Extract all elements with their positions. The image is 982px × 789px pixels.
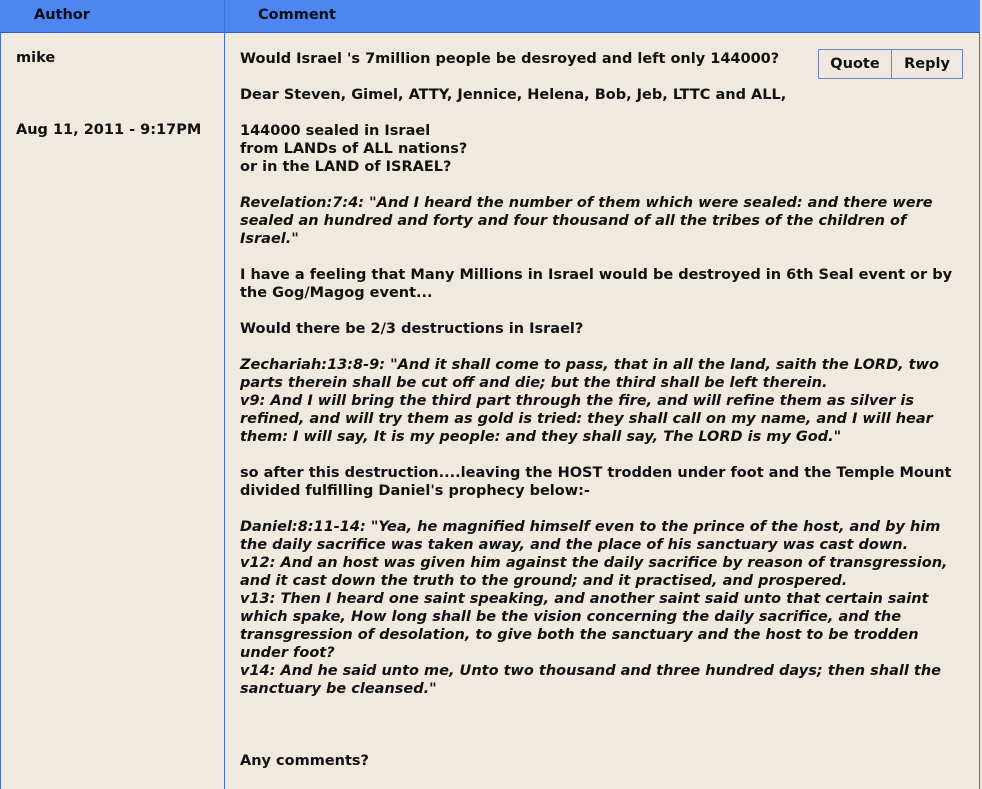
reply-button[interactable]: Reply <box>892 49 963 79</box>
table-header <box>0 0 980 33</box>
post-title: Would Israel 's 7million people be desroyed and left only 144000? <box>240 51 780 67</box>
comment-paragraph: so after this destruction....leaving the HOST trodden under foot and the Temple Mount divided fulfilling Daniel's prophecy below:- <box>240 465 952 499</box>
comment-paragraph: 144000 sealed in Israel from LANDs of ALL nations? or in the LAND of ISRAEL? <box>240 123 468 175</box>
comment-paragraph: Dear Steven, Gimel, ATTY, Jennice, Helena, Bob, Jeb, LTTC and ALL, <box>240 87 787 103</box>
comment-paragraph: I have a feeling that Many Millions in Israel would be destroyed in 6th Seal event or by the Gog/Magog event... <box>240 267 953 301</box>
post-date: Aug 11, 2011 - 9:17PM <box>16 122 202 138</box>
author-column-header: Author <box>34 7 90 23</box>
comment-paragraph: Would there be 2/3 destructions in Israel? <box>240 321 584 337</box>
column-divider <box>224 0 225 789</box>
comment-cell <box>240 50 968 769</box>
closing-line: Any comments? <box>240 753 369 769</box>
scripture-quote: Daniel:8:11-14: "Yea, he magnified himself even to the prince of the host, and by him the daily sacrifice was taken away, and the place of his sanctuary was cast down. v12: And an host was given him against the daily sacrifice by reason of transgression, and it cast down the truth to the ground; and it practised, and prospered. v13: Then I heard one saint speaking, and another saint said unto that certain saint which spake, How long shall be the vision concerning the daily sacrifice, and the transgression of desolation, to give both the sanctuary and the host to be trodden under foot? v14: And he said unto me, Unto two thousand and three hundred days; then shall the sanctuary be cleansed." <box>240 519 948 697</box>
comment-column-header: Comment <box>258 7 336 23</box>
scripture-quote: Zechariah:13:8-9: "And it shall come to pass, that in all the land, saith the LORD, two parts therein shall be cut off and die; but the third shall be left therein. v9: And I will bring the third part through the fire, and will refine them as silver is refined, and will try them as gold is tried: they shall call on my name, and I will hear them: I will say, It is my people: and they shall say, The LORD is my God." <box>240 357 939 445</box>
scripture-quote: Revelation:7:4: "And I heard the number of them which were sealed: and there were sealed an hundred and forty and four thousand of all the tribes of the children of Israel." <box>240 195 933 247</box>
quote-button[interactable]: Quote <box>818 49 892 79</box>
author-name: mike <box>16 50 56 66</box>
